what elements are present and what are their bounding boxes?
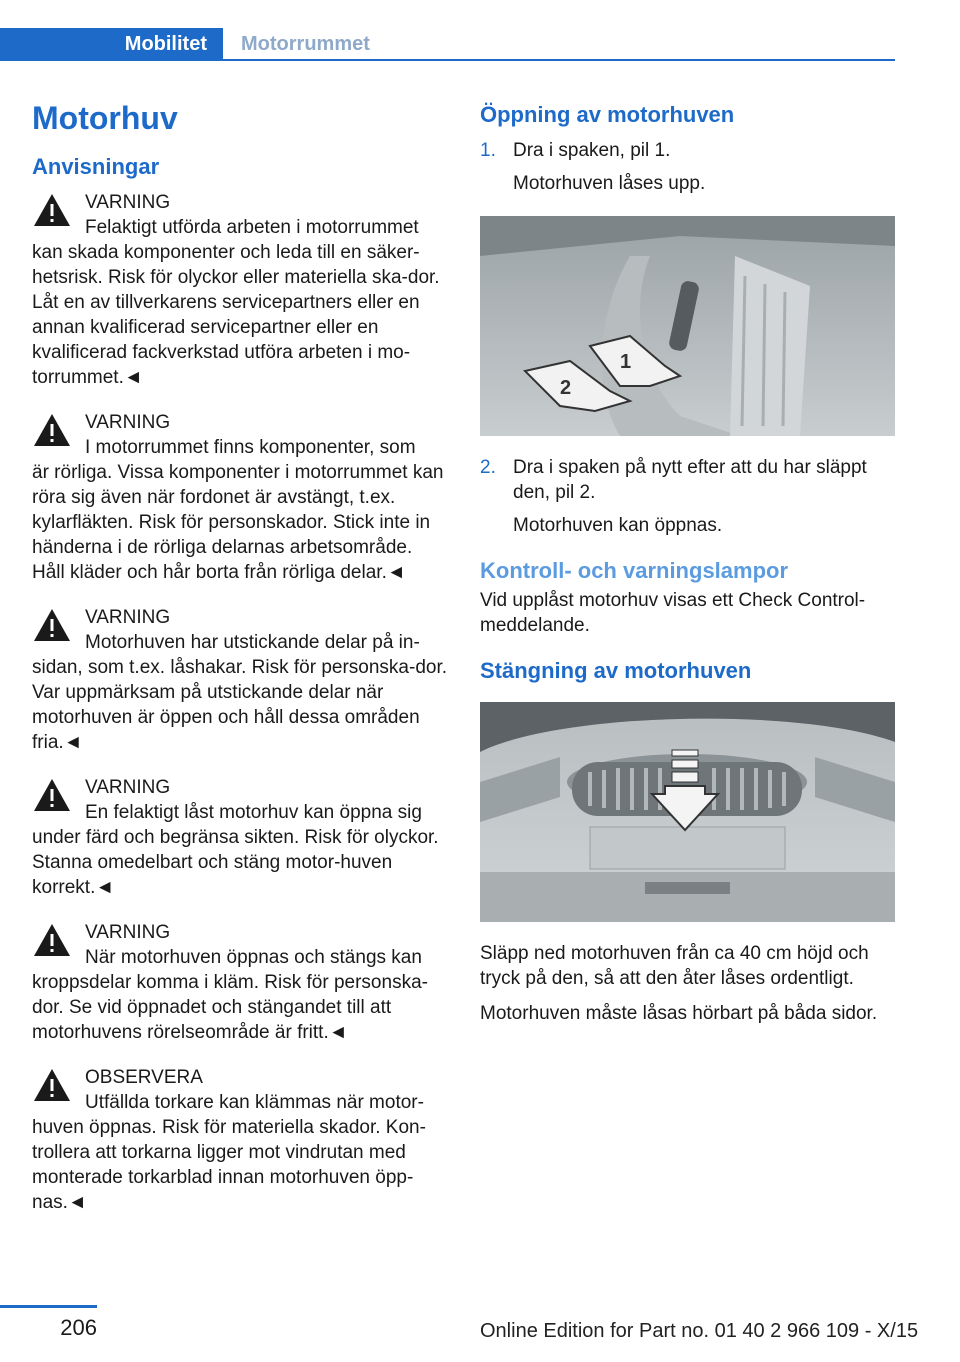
warning-kind: OBSERVERA — [85, 1067, 203, 1088]
section-heading-opening: Öppning av motorhuven — [480, 102, 735, 127]
step-text: Dra i spaken på nytt efter att du har släppt den, pil 2. — [513, 457, 867, 503]
warning-kind: VARNING — [85, 607, 171, 628]
warning-block — [32, 605, 448, 755]
warning-first-line: När motorhuven öppnas och stängs kan — [85, 947, 422, 968]
step-text: Dra i spaken, pil 1. — [513, 140, 671, 161]
section-heading-indicator-lamps: Kontroll- och varningslampor — [480, 558, 789, 583]
hood-release-lever-image — [480, 216, 895, 436]
svg-text:1: 1 — [620, 351, 632, 373]
warning-kind: VARNING — [85, 922, 171, 943]
caution-block — [32, 1065, 448, 1215]
section-heading-instructions: Anvisningar — [32, 154, 160, 179]
hood-closing-image — [480, 702, 895, 922]
step-number: 2. — [480, 457, 496, 478]
closing-text: Släpp ned motorhuven från ca 40 cm höjd och tryck på den, så att den åter låses ordentligt. — [480, 943, 869, 989]
topic-tab: Motorrummet — [241, 33, 370, 55]
warning-block — [32, 775, 448, 900]
step-item — [480, 455, 896, 538]
footer-rule — [0, 1305, 97, 1308]
warning-first-line: Utfällda torkare kan klämmas när motor- — [85, 1092, 424, 1113]
edition-text: Online Edition for Part no. 01 40 2 966 109 - X/15 — [480, 1320, 919, 1342]
step-item — [480, 138, 896, 196]
warning-block — [32, 190, 448, 390]
warning-kind: VARNING — [85, 777, 171, 798]
warning-first-line: En felaktigt låst motorhuv kan öppna sig — [85, 802, 422, 823]
page-number: 206 — [60, 1315, 97, 1340]
warning-text: under färd och begränsa sikten. Risk för olyckor. Stanna omedelbart och stäng motor-huven korrekt.◄ — [32, 827, 439, 898]
warning-kind: VARNING — [85, 412, 171, 433]
warning-kind: VARNING — [85, 192, 171, 213]
warning-block — [32, 920, 448, 1045]
warning-text: sidan, som t.ex. låshakar. Risk för personska-dor. Var uppmärksam på utstickande delar när motorhuven är öppen och håll dessa områden fria.◄ — [32, 657, 448, 753]
indicator-text: Vid upplåst motorhuv visas ett Check Control-meddelande. — [480, 590, 866, 636]
warning-text: kan skada komponenter och leda till en säker-hetsrisk. Risk för olyckor eller materiella ska-dor. Låt en av tillverkarens servicepartners eller en annan kvalificerad servicepartner eller en kvalificerad fackverkstad utföra arbeten i mo-torrummet.◄ — [32, 242, 440, 388]
warning-first-line: I motorrummet finns komponenter, som — [85, 437, 416, 458]
section-heading-closing: Stängning av motorhuven — [480, 658, 752, 683]
warning-icon — [32, 922, 72, 958]
warning-icon — [32, 1067, 72, 1103]
right-column — [480, 100, 896, 1026]
section-tab: Mobilitet — [0, 28, 223, 61]
warning-first-line: Felaktigt utförda arbeten i motorrummet — [85, 217, 419, 238]
step-result: Motorhuven låses upp. — [513, 173, 706, 194]
left-column — [32, 98, 448, 1235]
step-number: 1. — [480, 140, 496, 161]
step-result: Motorhuven kan öppnas. — [513, 515, 723, 536]
warning-icon — [32, 412, 72, 448]
warning-text: är rörliga. Vissa komponenter i motorrummet kan röra sig även när fordonet är avstängt, t.ex. kylarfläkten. Risk för personskador. Stick inte in händerna i de rörliga delarnas arbetsområde. Håll kläder och hår borta från rörliga delar.◄ — [32, 462, 444, 583]
page-header — [0, 28, 895, 61]
header-rule — [223, 59, 895, 61]
warning-icon — [32, 607, 72, 643]
warning-icon — [32, 192, 72, 228]
warning-text: kroppsdelar komma i kläm. Risk för personska-dor. Se vid öppnadet och stängandet till att motorhuvens rörelseområde är fritt.◄ — [32, 972, 428, 1043]
warning-icon — [32, 777, 72, 813]
warning-first-line: Motorhuven har utstickande delar på in- — [85, 632, 420, 653]
warning-block — [32, 410, 448, 585]
page-title: Motorhuv — [32, 100, 178, 136]
svg-text:2: 2 — [560, 377, 572, 399]
warning-text: huven öppnas. Risk för materiella skador. Kon-trollera att torkarna ligger mot vindrutan med monterade torkarblad innan motorhuven öpp-nas.◄ — [32, 1117, 426, 1213]
closing-note: Motorhuven måste låsas hörbart på båda sidor. — [480, 1003, 878, 1024]
